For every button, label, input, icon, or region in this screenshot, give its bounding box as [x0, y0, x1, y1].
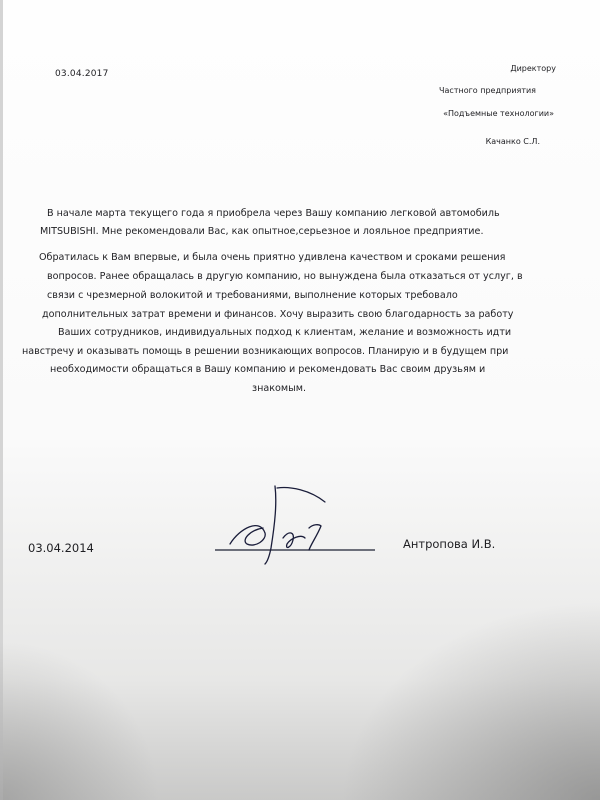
body-line-2: MITSUBISHI. Мне рекомендовали Вас, как опытное,серьезное и лояльное предприятие.: [40, 226, 484, 237]
header-date: 03.04.2017: [55, 69, 109, 79]
body-line-5: связи с чрезмерной волокитой и требованиями, выполнение которых требовало: [47, 290, 458, 301]
body-line-7: Ваших сотрудников, индивидуальных подход к клиентам, желание и возможность идти: [58, 327, 512, 338]
body-line-6: дополнительных затрат времени и финансов. Хочу выразить свою благодарность за работу: [42, 309, 514, 320]
addressee-name: Качанко С.Л.: [485, 137, 540, 146]
body-line-10: знакомым.: [252, 383, 307, 394]
shadow-right: [340, 600, 600, 800]
signer-name: Антропова И.В.: [403, 537, 496, 551]
shadow-left: [0, 640, 160, 800]
body-line-8: навстречу и оказывать помощь в решении возникающих вопросов. Планирую и в будущем при: [22, 346, 509, 357]
body-line-9: необходимости обращаться в Вашу компанию и рекомендовать Вас своим друзьям и: [50, 364, 486, 375]
body-line-3: Обратилась к Вам впервые, и была очень приятно удивлена качеством и сроками решения: [39, 252, 506, 263]
footer-date: 03.04.2014: [28, 541, 94, 555]
addressee-company-name: «Подъемные технологии»: [443, 109, 554, 118]
body-line-1: В начале марта текущего года я приобрела через Вашу компанию легковой автомобиль: [47, 208, 500, 219]
signature: [205, 478, 385, 568]
addressee-company-type: Частного предприятия: [439, 86, 536, 95]
addressee-title: Директору: [510, 64, 556, 73]
body-line-4: вопросов. Ранее обращалась в другую компанию, но вынуждена была отказаться от услуг, в: [47, 271, 523, 282]
